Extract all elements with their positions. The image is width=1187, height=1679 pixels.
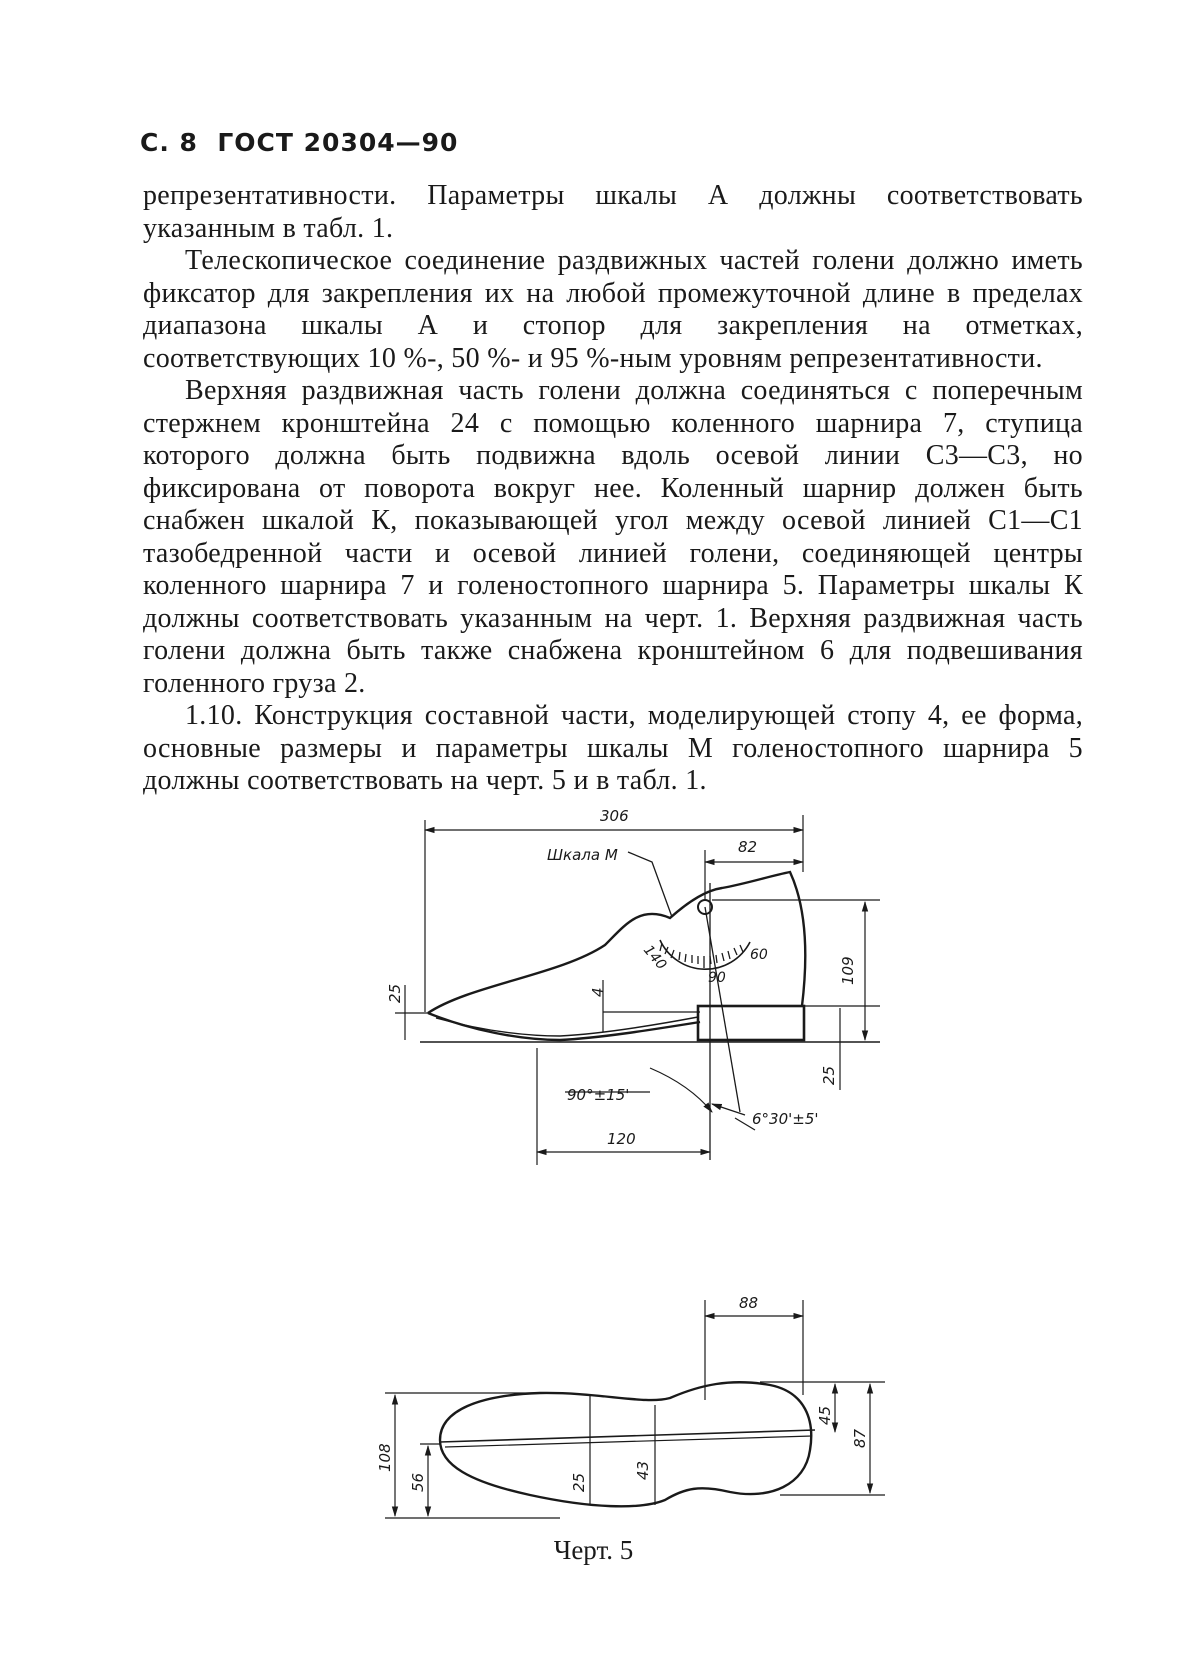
sole-inner	[436, 1017, 698, 1036]
dim-25-toe: 25	[386, 983, 404, 1003]
dim-87: 87	[851, 1428, 869, 1448]
dim-306: 306	[600, 807, 629, 825]
sole-axis	[440, 1430, 815, 1442]
paragraph-1: репрезентативности. Параметры шкалы А должны соответствовать указанным в табл. 1.	[143, 180, 1083, 244]
scale-ticks	[660, 943, 743, 968]
scale-m-label: Шкала М	[547, 846, 618, 864]
standard-number: ГОСТ 20304—90	[217, 128, 459, 157]
heel-block	[698, 1006, 804, 1040]
angle-90: 90°±15'	[567, 1086, 630, 1104]
dim-88: 88	[739, 1294, 759, 1312]
sole-top-outline	[440, 1382, 811, 1506]
top-view-drawing	[385, 1300, 885, 1518]
paragraph-4: 1.10. Конструкция составной части, моделирующей стопу 4, ее форма, основные размеры и параметры шкалы М голеностопного шарнира 5 должны соответствовать на черт. 5 и в табл. 1.	[143, 700, 1083, 796]
foot-outline	[428, 872, 805, 1013]
dim-43: 43	[634, 1460, 652, 1480]
dim-108: 108	[376, 1443, 394, 1472]
paragraph-2: Телескопическое соединение раздвижных частей голени должно иметь фиксатор для закрепления их на любой промежуточной длине в пределах диапазона шкалы А и стопор для закрепления на отметках, соответствующих 10 %-, 50 %- и 95 %-ным уровням репрезентативности.	[143, 245, 1083, 374]
paragraph-3: Верхняя раздвижная часть голени должна соединяться с поперечным стержнем кронштейна 24 с помощью коленного шарнира 7, ступица которого должна быть подвижна вдоль осевой линии С3—С3, но фиксирована от поворота вокруг нее. Коленный шарнир должен быть снабжен шкалой К, показывающей угол между осевой линией С1—С1 тазобедренной части и осевой линией голени, соединяющей центры коленного шарнира 7 и голеностопного шарнира 5. Параметры шкалы К должны соответствовать указанным на черт. 1. Верхняя раздвижная часть голени должна быть также снабжена кронштейном 6 для подвешивания голенного груза 2.	[143, 375, 1083, 699]
dim-25-heel: 25	[820, 1065, 838, 1085]
dim-109: 109	[839, 956, 857, 985]
dim-120: 120	[607, 1130, 636, 1148]
side-view-labels	[386, 807, 857, 1148]
angle-6-30: 6°30'±5'	[752, 1110, 819, 1128]
scale-140: 140	[639, 942, 670, 974]
scale-60: 60	[750, 947, 768, 963]
scale-90: 90	[708, 970, 726, 986]
dim-4: 4	[589, 987, 607, 997]
page-number: С. 8	[140, 128, 198, 157]
dim-25-top: 25	[570, 1472, 588, 1492]
dim-82: 82	[738, 838, 758, 856]
figure-caption: Черт. 5	[553, 1535, 634, 1565]
dim-56: 56	[409, 1472, 427, 1492]
dim-45: 45	[816, 1405, 834, 1425]
scale-leader	[628, 852, 672, 917]
